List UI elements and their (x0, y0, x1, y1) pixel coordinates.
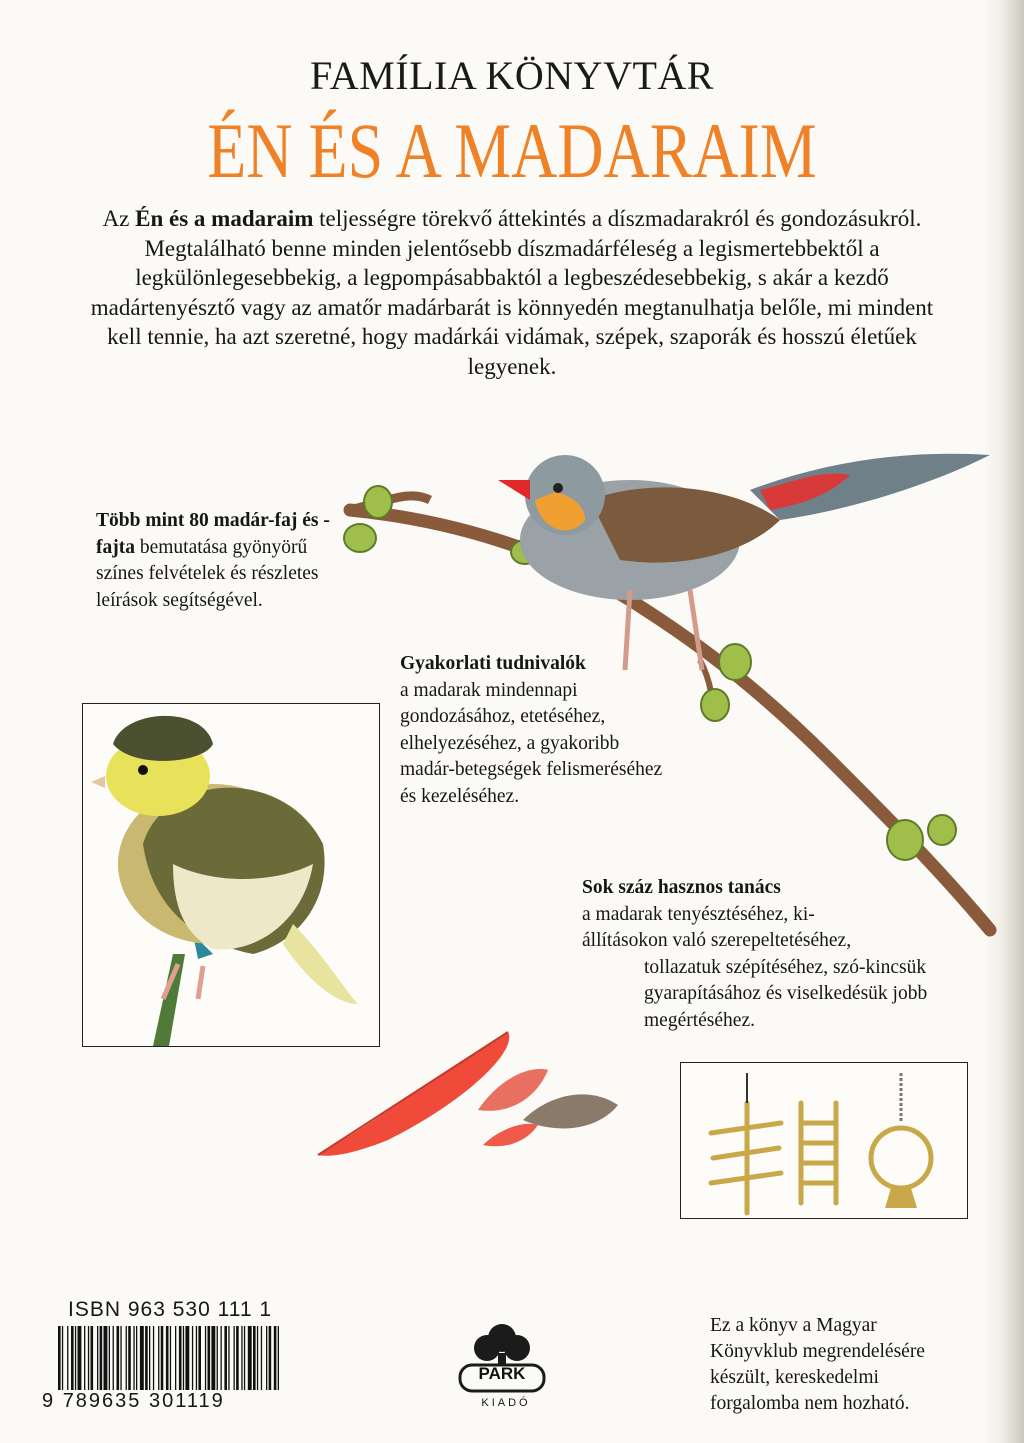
barcode-bar (117, 1326, 120, 1400)
feature-tips-heading: Sok száz hasznos tanács (582, 877, 781, 898)
barcode-bar (241, 1326, 242, 1400)
barcode-bar (170, 1326, 171, 1400)
barcode-bar (228, 1326, 229, 1400)
description-paragraph (90, 204, 934, 381)
cage-accessories-frame (680, 1062, 968, 1219)
barcode-bar (192, 1326, 193, 1400)
barcode-bar (257, 1326, 258, 1400)
blurb-rest: teljességre törekvő áttekintés a díszmadarakról és gondozásukról. Megtalálható benne minden jelentősebb díszmadárféleség a legismertebbektől a legkülönlegesebbekig, a legpompásabbaktól a legbeszédesebbekig, s akár a kezdő madártenyésztő vagy az amatőr madárbarát is könnyedén megtanulhatja belőle, mi mindent kell tennie, ha azt szeretné, hogy madárkái vidámak, szépek, szaporák és hosszú életűek legyenek. (90, 206, 934, 379)
barcode-bar (217, 1326, 218, 1400)
feature-tips (582, 875, 962, 1034)
barcode-first-digit: 9 (42, 1390, 56, 1412)
barcode-bar (58, 1326, 61, 1400)
barcode-bar (224, 1326, 227, 1400)
barcode-bar (133, 1326, 134, 1400)
barcode-bar (113, 1326, 114, 1400)
barcode-bar (75, 1326, 76, 1400)
barcode-bar (126, 1326, 127, 1400)
barcode-bar (244, 1326, 245, 1400)
barcode-bar (266, 1326, 267, 1400)
barcode-bar (198, 1326, 201, 1400)
barcode-bar (211, 1326, 215, 1400)
barcode-bar (78, 1326, 82, 1400)
barcode-bar (269, 1326, 272, 1400)
canary-image (83, 704, 379, 1046)
book-title: ÉN ÉS A MADARAIM (207, 107, 817, 194)
barcode-bar (145, 1326, 148, 1400)
barcode-bar (274, 1326, 277, 1400)
barcode-bar (158, 1326, 159, 1400)
barcode-image (58, 1326, 280, 1400)
feature-practical (400, 651, 670, 810)
barcode-bar (91, 1326, 94, 1400)
barcode-bar (185, 1326, 189, 1400)
series-title: FAMÍLIA KÖNYVTÁR (310, 53, 714, 98)
publisher-sub: KIADÓ (481, 1397, 531, 1409)
barcode-bar (161, 1326, 164, 1400)
barcode-bar (128, 1326, 131, 1400)
book-club-note: Ez a könyv a Magyar Könyvklub megrendelésére készült, kereskedelmi forgalomba nem hozható. (710, 1315, 925, 1414)
barcode-bar (109, 1326, 110, 1400)
blurb-pre: Az (102, 206, 136, 231)
barcode-bar (166, 1326, 169, 1400)
barcode-bar (153, 1326, 154, 1400)
barcode-bar (234, 1326, 235, 1400)
barcode-bar (62, 1326, 63, 1400)
isbn-number: ISBN 963 530 111 1 (68, 1298, 273, 1321)
feature-species-heading: Több mint 80 madár-faj és -fajta (96, 510, 330, 558)
barcode-bar (261, 1326, 262, 1400)
barcode-bar (97, 1326, 98, 1400)
barcode-bar (221, 1326, 222, 1400)
barcode-bar (136, 1326, 137, 1400)
feature-practical-heading: Gyakorlati tudnivalók (400, 653, 586, 674)
feature-species (96, 508, 336, 614)
cage-accessories-image (681, 1063, 967, 1218)
feature-practical-text: a madarak mindennapi gondozásához, etetéséhez, elhelyezéséhez, a gyakoribb madár-betegségek felismeréséhez és kezeléséhez. (400, 679, 663, 807)
barcode-bar (100, 1326, 103, 1400)
barcode-bar (120, 1326, 121, 1400)
barcode-bar (175, 1326, 176, 1400)
barcode-bar (67, 1326, 68, 1400)
barcode-bar (278, 1326, 279, 1400)
barcode-bar (208, 1326, 211, 1400)
feature-tips-line1: a madarak tenyésztéséhez, ki- (582, 903, 815, 925)
barcode-bar (205, 1326, 206, 1400)
barcode-bar (88, 1326, 89, 1400)
feature-tips-line2: állításokon való szerepeltetéséhez, (582, 930, 852, 951)
barcode-bar (196, 1326, 197, 1400)
barcode-bar (140, 1326, 144, 1400)
barcode-bar (253, 1326, 256, 1400)
barcode-digits (42, 1390, 282, 1413)
barcode-bar (236, 1326, 239, 1400)
feathers-image (318, 1020, 628, 1160)
barcode-bar (179, 1326, 182, 1400)
barcode-bar (104, 1326, 108, 1400)
feature-tips-indented: tollazatuk szépítéséhez, szó-kincsük gyarapításához és viselkedésük jobb megértéséhez. (644, 956, 928, 1031)
barcode-bar (149, 1326, 150, 1400)
barcode-rest-digits: 789635 301119 (62, 1390, 225, 1412)
blurb-bold-title: Én és a madaraim (135, 206, 314, 231)
barcode-bar (248, 1326, 252, 1400)
canary-photo-frame (82, 703, 380, 1047)
barcode-bar (71, 1326, 74, 1400)
barcode-bar (84, 1326, 85, 1400)
barcode-bar (183, 1326, 184, 1400)
publisher-name: PARK (478, 1364, 526, 1383)
feature-species-text: bemutatása gyönyörű színes felvételek és részletes leírások segítségével. (96, 536, 319, 611)
